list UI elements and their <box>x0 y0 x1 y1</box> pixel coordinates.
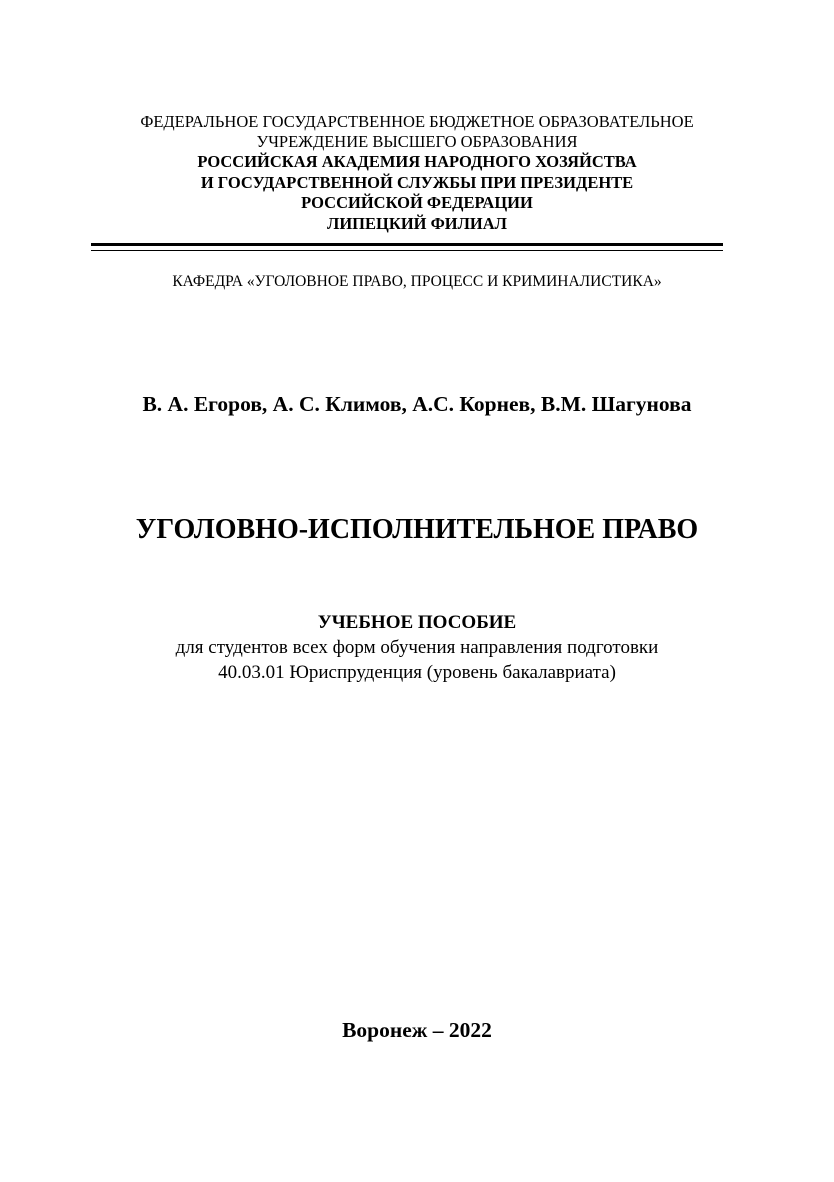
city-year: Воронеж – 2022 <box>342 1018 492 1042</box>
document-title: УГОЛОВНО-ИСПОЛНИТЕЛЬНОЕ ПРАВО <box>135 514 699 545</box>
institution-line-6: ЛИПЕЦКИЙ ФИЛИАЛ <box>327 214 507 233</box>
institution-line-4: И ГОСУДАРСТВЕННОЙ СЛУЖБЫ ПРИ ПРЕЗИДЕНТЕ <box>200 173 634 192</box>
institution-line-1: ФЕДЕРАЛЬНОЕ ГОСУДАРСТВЕННОЕ БЮДЖЕТНОЕ ОБРАЗОВАТЕЛЬНОЕ <box>140 112 694 131</box>
header-divider-thin <box>91 250 723 251</box>
authors: В. А. Егоров, А. С. Климов, А.С. Корнев, В.М. Шагунова <box>142 392 692 416</box>
department-name: КАФЕДРА «УГОЛОВНОЕ ПРАВО, ПРОЦЕСС И КРИМИНАЛИСТИКА» <box>172 273 662 290</box>
header-divider-thick <box>91 243 723 246</box>
description-line-1: для студентов всех форм обучения направления подготовки <box>175 637 659 658</box>
description-line-2: 40.03.01 Юриспруденция (уровень бакалавриата) <box>218 662 616 683</box>
institution-line-3: РОССИЙСКАЯ АКАДЕМИЯ НАРОДНОГО ХОЗЯЙСТВА <box>197 152 637 171</box>
document-type: УЧЕБНОЕ ПОСОБИЕ <box>317 612 517 633</box>
institution-line-5: РОССИЙСКОЙ ФЕДЕРАЦИИ <box>301 193 533 212</box>
institution-line-2: УЧРЕЖДЕНИЕ ВЫСШЕГО ОБРАЗОВАНИЯ <box>256 132 578 151</box>
